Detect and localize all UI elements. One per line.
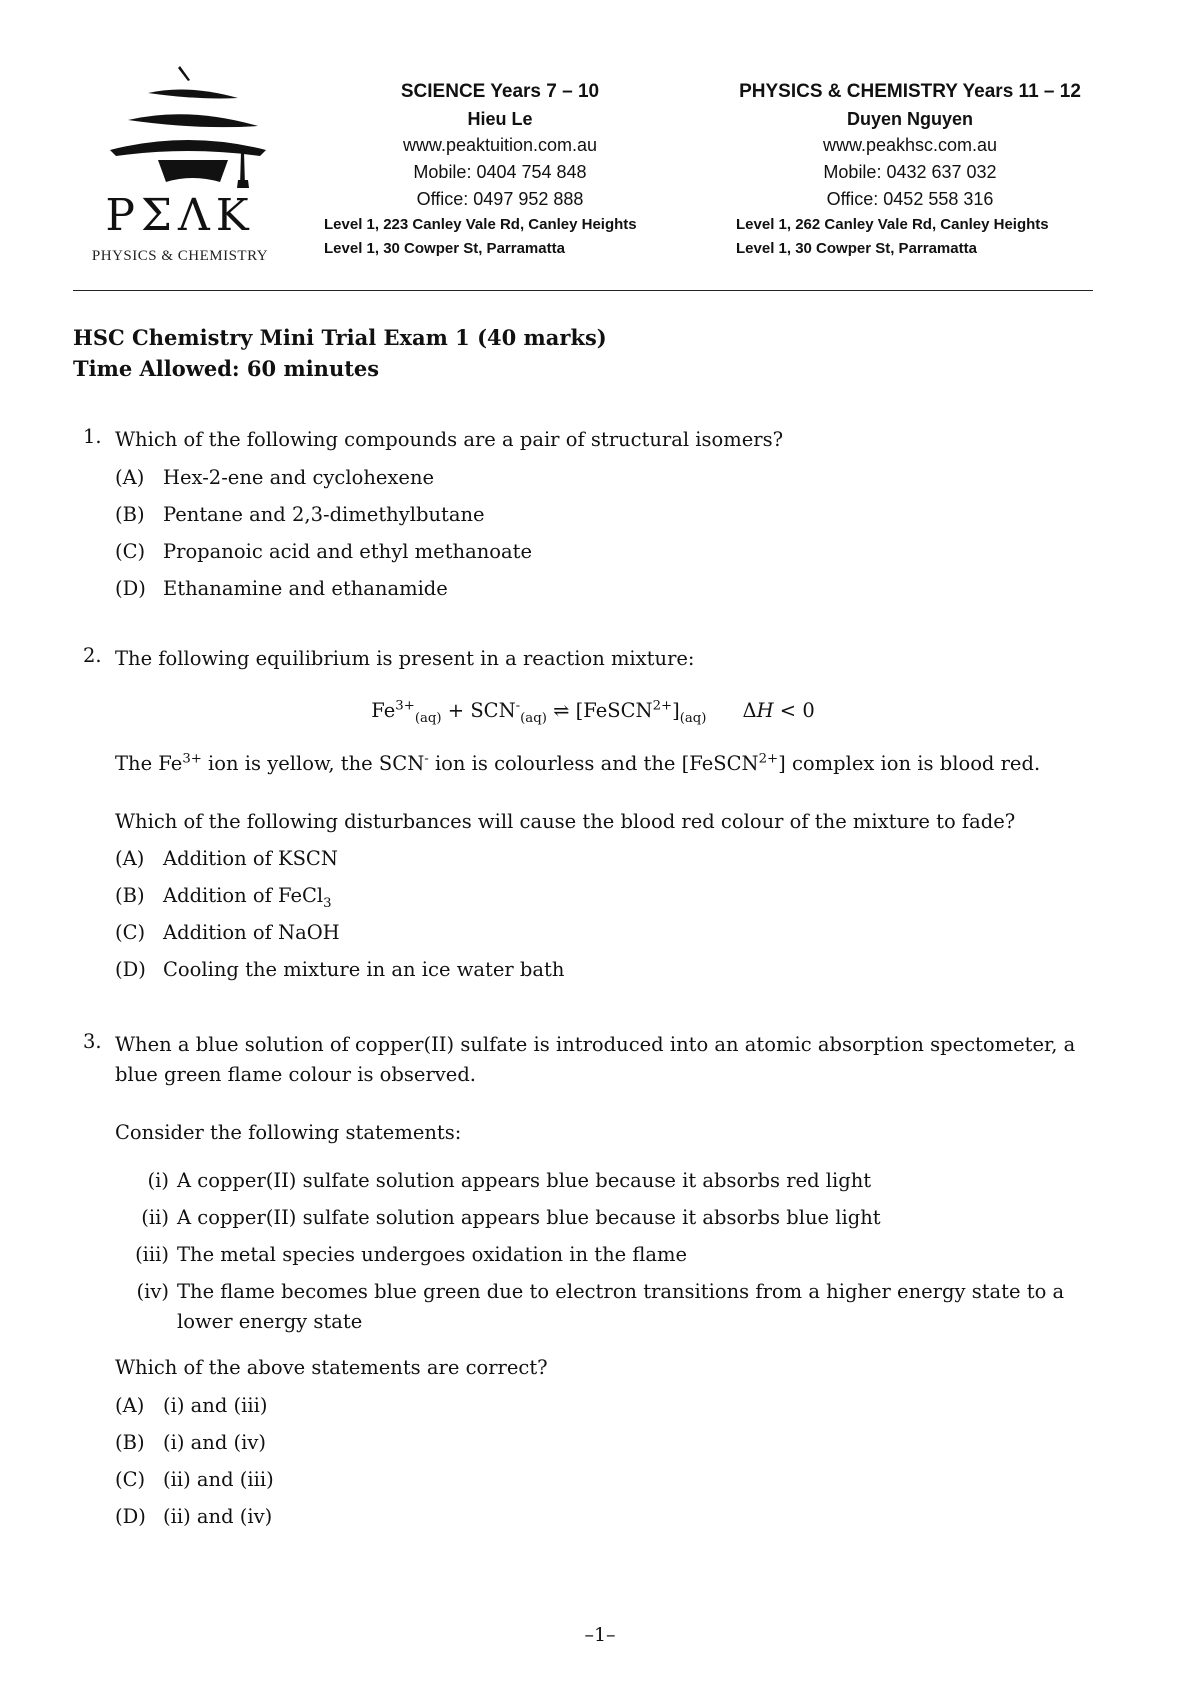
option-d[interactable]: (D) (ii) and (iv) [115, 1505, 273, 1528]
contact-science [320, 78, 680, 261]
option-c[interactable]: (C) Addition of NaOH [115, 921, 340, 944]
statement-iii: (iii) The metal species undergoes oxidation in the flame [135, 1243, 688, 1266]
exam-title-block [73, 322, 607, 384]
question-prompt: Which of the above statements are correct? [115, 1356, 548, 1379]
question-number: 3. [83, 1030, 102, 1053]
option-a[interactable]: (A) (i) and (iii) [115, 1394, 268, 1417]
equilibrium-equation: $Fe^{3+}_{(aq)} + SCN^-_{(aq)}$ ⇌ $[FeSCN^{2+}]_{(aq)}$ ΔH < 0 [371, 698, 815, 726]
contact-mobile: Mobile: 0432 637 032 [823, 162, 997, 182]
statement-ii: (ii) A copper(II) sulfate solution appears blue because it absorbs blue light [141, 1206, 881, 1229]
contact-mobile: Mobile: 0404 754 848 [413, 162, 587, 182]
contact-name: Duyen Nguyen [846, 109, 974, 129]
page-number: –1– [584, 1624, 616, 1646]
option-d[interactable]: (D) Ethanamine and ethanamide [115, 577, 448, 600]
contact-website[interactable]: www.peakhsc.com.au [822, 135, 998, 155]
exam-title: HSC Chemistry Mini Trial Exam 1 (40 marks) [73, 325, 607, 350]
statement-iv: (iv) The flame becomes blue green due to electron transitions from a higher energy state to a lower energy state [136, 1280, 1065, 1333]
contact-address-1: Level 1, 262 Canley Vale Rd, Canley Heights [736, 216, 1049, 233]
logo-wordmark: PΣΛK [105, 190, 255, 241]
statement-i: (i) A copper(II) sulfate solution appears blue because it absorbs red light [147, 1169, 872, 1192]
header-divider [73, 290, 1093, 291]
contact-title: PHYSICS & CHEMISTRY Years 11 – 12 [739, 81, 1081, 102]
contact-title: SCIENCE Years 7 – 10 [400, 81, 600, 102]
question-stem: Which of the following compounds are a pair of structural isomers? [115, 428, 784, 451]
option-a[interactable]: (A) Hex-2-ene and cyclohexene [115, 466, 435, 489]
question-stem: The following equilibrium is present in a reaction mixture: [115, 647, 695, 670]
option-b[interactable]: (B) Pentane and 2,3-dimethylbutane [115, 503, 485, 526]
question-number: 2. [83, 644, 102, 667]
option-d[interactable]: (D) Cooling the mixture in an ice water bath [115, 958, 565, 981]
question-stem: When a blue solution of copper(II) sulfate is introduced into an atomic absorption spectometer, a blue green flame colour is observed. [115, 1033, 1076, 1086]
question-number: 1. [83, 425, 102, 448]
ion-colour-description: The $Fe^{3+}$ ion is yellow, the SCN- ion is colourless and the [FeSCN$^{2+}$] complex ion is blood red. [115, 751, 1041, 775]
contact-office: Office: 0452 558 316 [826, 189, 994, 209]
peak-logo [70, 60, 290, 270]
consider-prompt: Consider the following statements: [115, 1121, 462, 1144]
contact-website[interactable]: www.peaktuition.com.au [402, 135, 598, 155]
time-allowed: Time Allowed: 60 minutes [73, 356, 380, 381]
logo-subtitle: PHYSICS & CHEMISTRY [91, 248, 269, 264]
contact-address-1: Level 1, 223 Canley Vale Rd, Canley Heights [324, 216, 637, 233]
option-c[interactable]: (C) (ii) and (iii) [115, 1468, 274, 1491]
option-a[interactable]: (A) Addition of KSCN [115, 847, 338, 870]
contact-address-2: Level 1, 30 Cowper St, Parramatta [324, 240, 565, 257]
contact-physics-chemistry [720, 78, 1100, 261]
option-b[interactable]: (B) (i) and (iv) [115, 1431, 266, 1454]
contact-address-2: Level 1, 30 Cowper St, Parramatta [736, 240, 977, 257]
contact-name: Hieu Le [467, 109, 533, 129]
question-prompt: Which of the following disturbances will cause the blood red colour of the mixture to fade? [115, 810, 1016, 833]
option-c[interactable]: (C) Propanoic acid and ethyl methanoate [115, 540, 533, 563]
option-b[interactable]: (B) Addition of FeCl$_3$ [115, 884, 332, 911]
contact-office: Office: 0497 952 888 [416, 189, 584, 209]
graduation-cap-icon [88, 60, 272, 188]
